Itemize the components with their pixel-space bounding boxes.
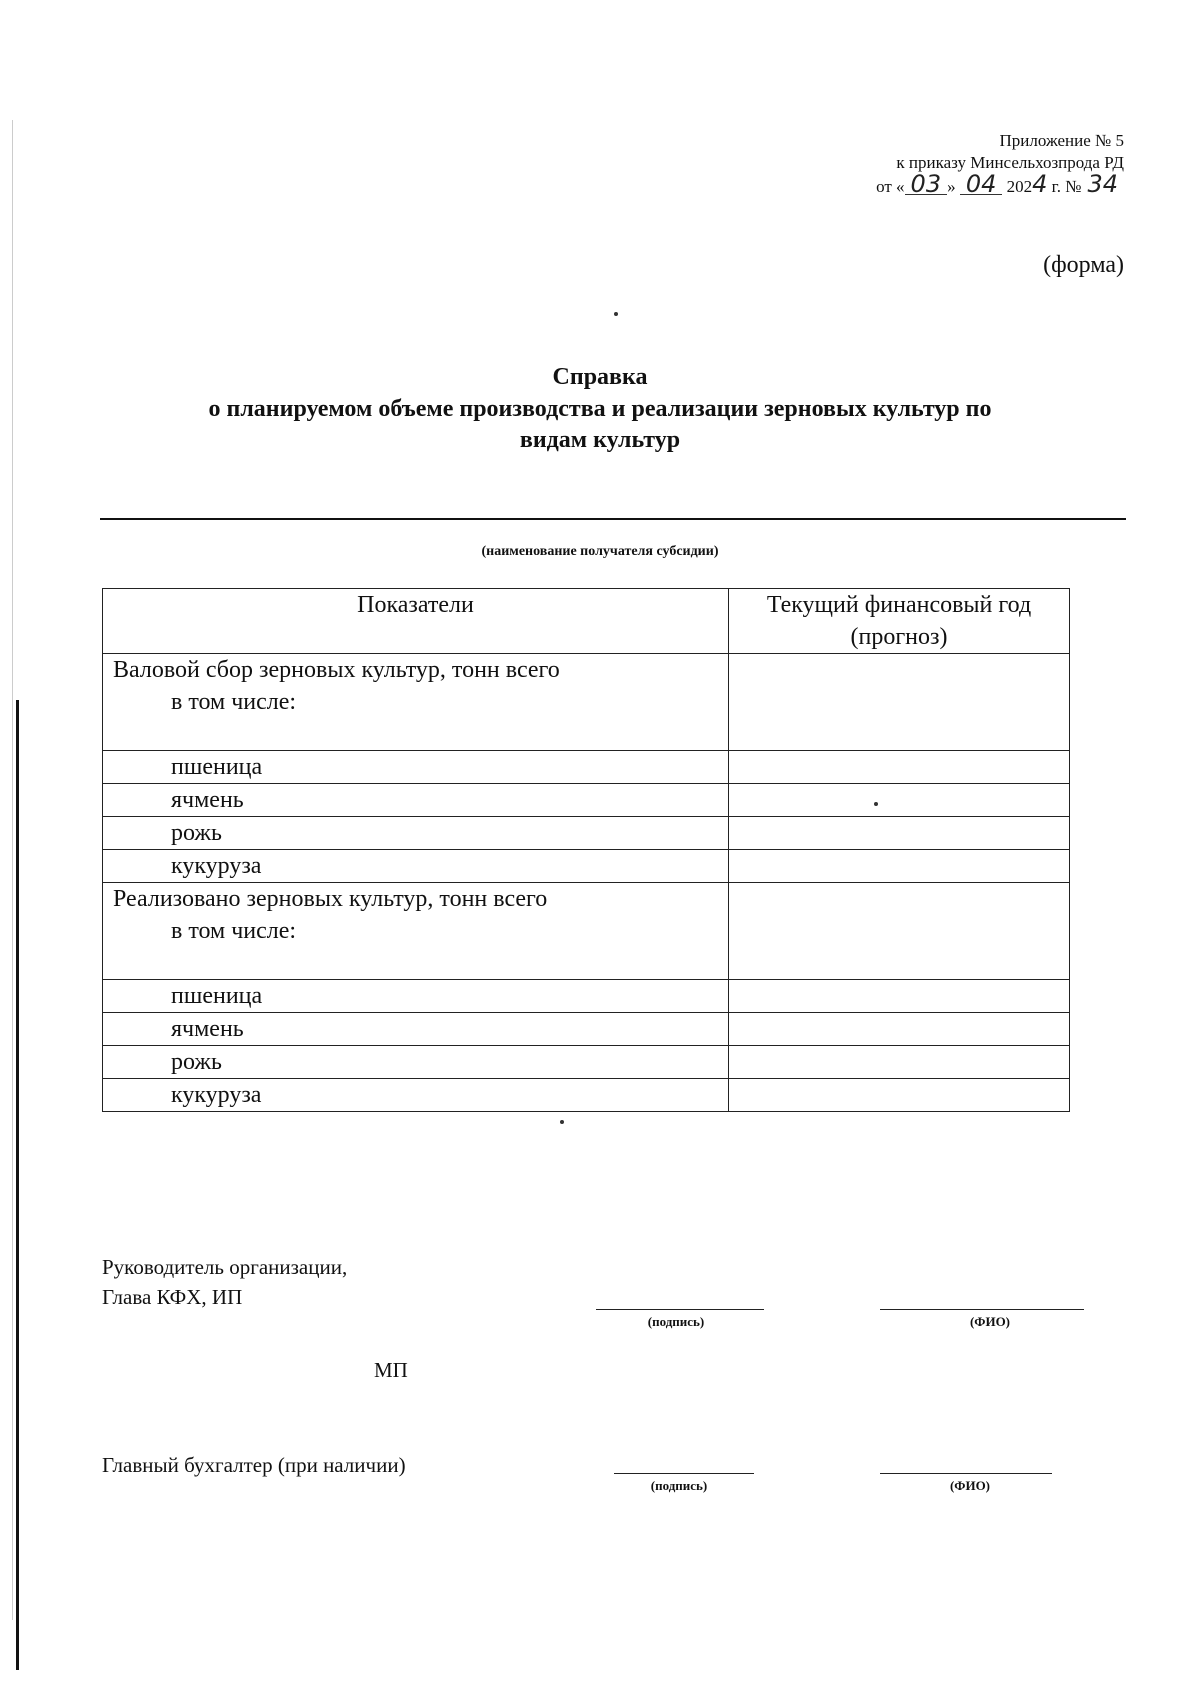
table-row — [103, 817, 1070, 850]
head-title-line2: Глава КФХ, ИП — [102, 1285, 243, 1309]
value-cell[interactable] — [729, 784, 1070, 817]
scan-edge-line — [12, 120, 13, 1620]
accountant-fio-field[interactable] — [880, 1473, 1052, 1474]
table-row — [103, 850, 1070, 883]
table-row — [103, 1046, 1070, 1079]
scan-edge-bar — [16, 700, 19, 1670]
order-year-digit: 4 — [1032, 170, 1048, 198]
order-month: 04 — [960, 174, 1003, 195]
order-date-sep: » — [947, 177, 956, 196]
table-row — [103, 1079, 1070, 1112]
group-sub-label: в том числе: — [171, 918, 297, 944]
order-date-prefix: от « — [876, 177, 905, 196]
value-cell[interactable] — [729, 654, 1070, 751]
head-fio-caption: (ФИО) — [969, 1314, 1011, 1329]
value-cell[interactable] — [729, 751, 1070, 784]
stamp-label: МП — [374, 1358, 408, 1382]
value-cell[interactable] — [729, 817, 1070, 850]
crop-label: кукуруза — [103, 850, 729, 883]
crop-label: кукуруза — [103, 1079, 729, 1112]
order-date-line — [876, 170, 1124, 198]
document-title: Справка — [552, 364, 648, 390]
crop-label: ячмень — [103, 1013, 729, 1046]
value-cell[interactable] — [729, 1046, 1070, 1079]
header-current-year: Текущий финансовый год (прогноз) — [729, 589, 1070, 654]
recipient-name-field[interactable] — [100, 518, 1126, 520]
form-label: (форма) — [1043, 252, 1124, 278]
table-row — [103, 1013, 1070, 1046]
appendix-line2: к приказу Минсельхозпрода РД — [896, 153, 1124, 172]
head-signature-field[interactable] — [596, 1309, 764, 1310]
group-gross-harvest — [103, 654, 729, 751]
value-cell[interactable] — [729, 980, 1070, 1013]
header-indicators: Показатели — [103, 589, 729, 654]
value-cell[interactable] — [729, 850, 1070, 883]
accountant-label: Главный бухгалтер (при наличии) — [102, 1453, 406, 1477]
table-row — [103, 654, 1070, 751]
order-number: 34 — [1087, 170, 1118, 198]
accountant-signature-field[interactable] — [614, 1473, 754, 1474]
scan-speck — [614, 312, 618, 316]
appendix-line1: Приложение № 5 — [999, 131, 1124, 150]
table-row — [103, 784, 1070, 817]
head-title-line1: Руководитель организации, — [102, 1255, 348, 1279]
appendix-block — [876, 130, 1124, 198]
recipient-label: (наименование получателя субсидии) — [481, 544, 719, 559]
crop-label: рожь — [103, 1046, 729, 1079]
order-year-prefix: 202 — [1006, 177, 1033, 196]
group-sold — [103, 883, 729, 980]
scan-speck — [560, 1120, 564, 1124]
head-signature-label — [102, 1252, 347, 1312]
value-cell[interactable] — [729, 1013, 1070, 1046]
crop-label: пшеница — [103, 751, 729, 784]
accountant-fio-caption: (ФИО) — [949, 1478, 991, 1493]
indicators-table — [102, 588, 1070, 1112]
table-row — [103, 751, 1070, 784]
head-fio-field[interactable] — [880, 1309, 1084, 1310]
document-subtitle-line1: о планируемом объеме производства и реализации зерновых культур по — [208, 396, 992, 422]
table-header-row — [103, 589, 1070, 654]
document-subtitle-line2: видам культур — [519, 427, 681, 453]
group-label: Валовой сбор зерновых культур, тонн всего — [113, 657, 560, 683]
group-sub-label: в том числе: — [171, 689, 297, 715]
crop-label: ячмень — [103, 784, 729, 817]
head-signature-caption: (подпись) — [647, 1314, 705, 1329]
crop-label: пшеница — [103, 980, 729, 1013]
value-cell[interactable] — [729, 883, 1070, 980]
table-row — [103, 883, 1070, 980]
accountant-signature-caption: (подпись) — [650, 1478, 708, 1493]
table-row — [103, 980, 1070, 1013]
crop-label: рожь — [103, 817, 729, 850]
group-label: Реализовано зерновых культур, тонн всего — [113, 886, 548, 912]
value-cell[interactable] — [729, 1079, 1070, 1112]
scan-speck — [874, 802, 878, 806]
order-day: 03 — [905, 174, 948, 195]
order-number-prefix: г. № — [1051, 177, 1082, 196]
